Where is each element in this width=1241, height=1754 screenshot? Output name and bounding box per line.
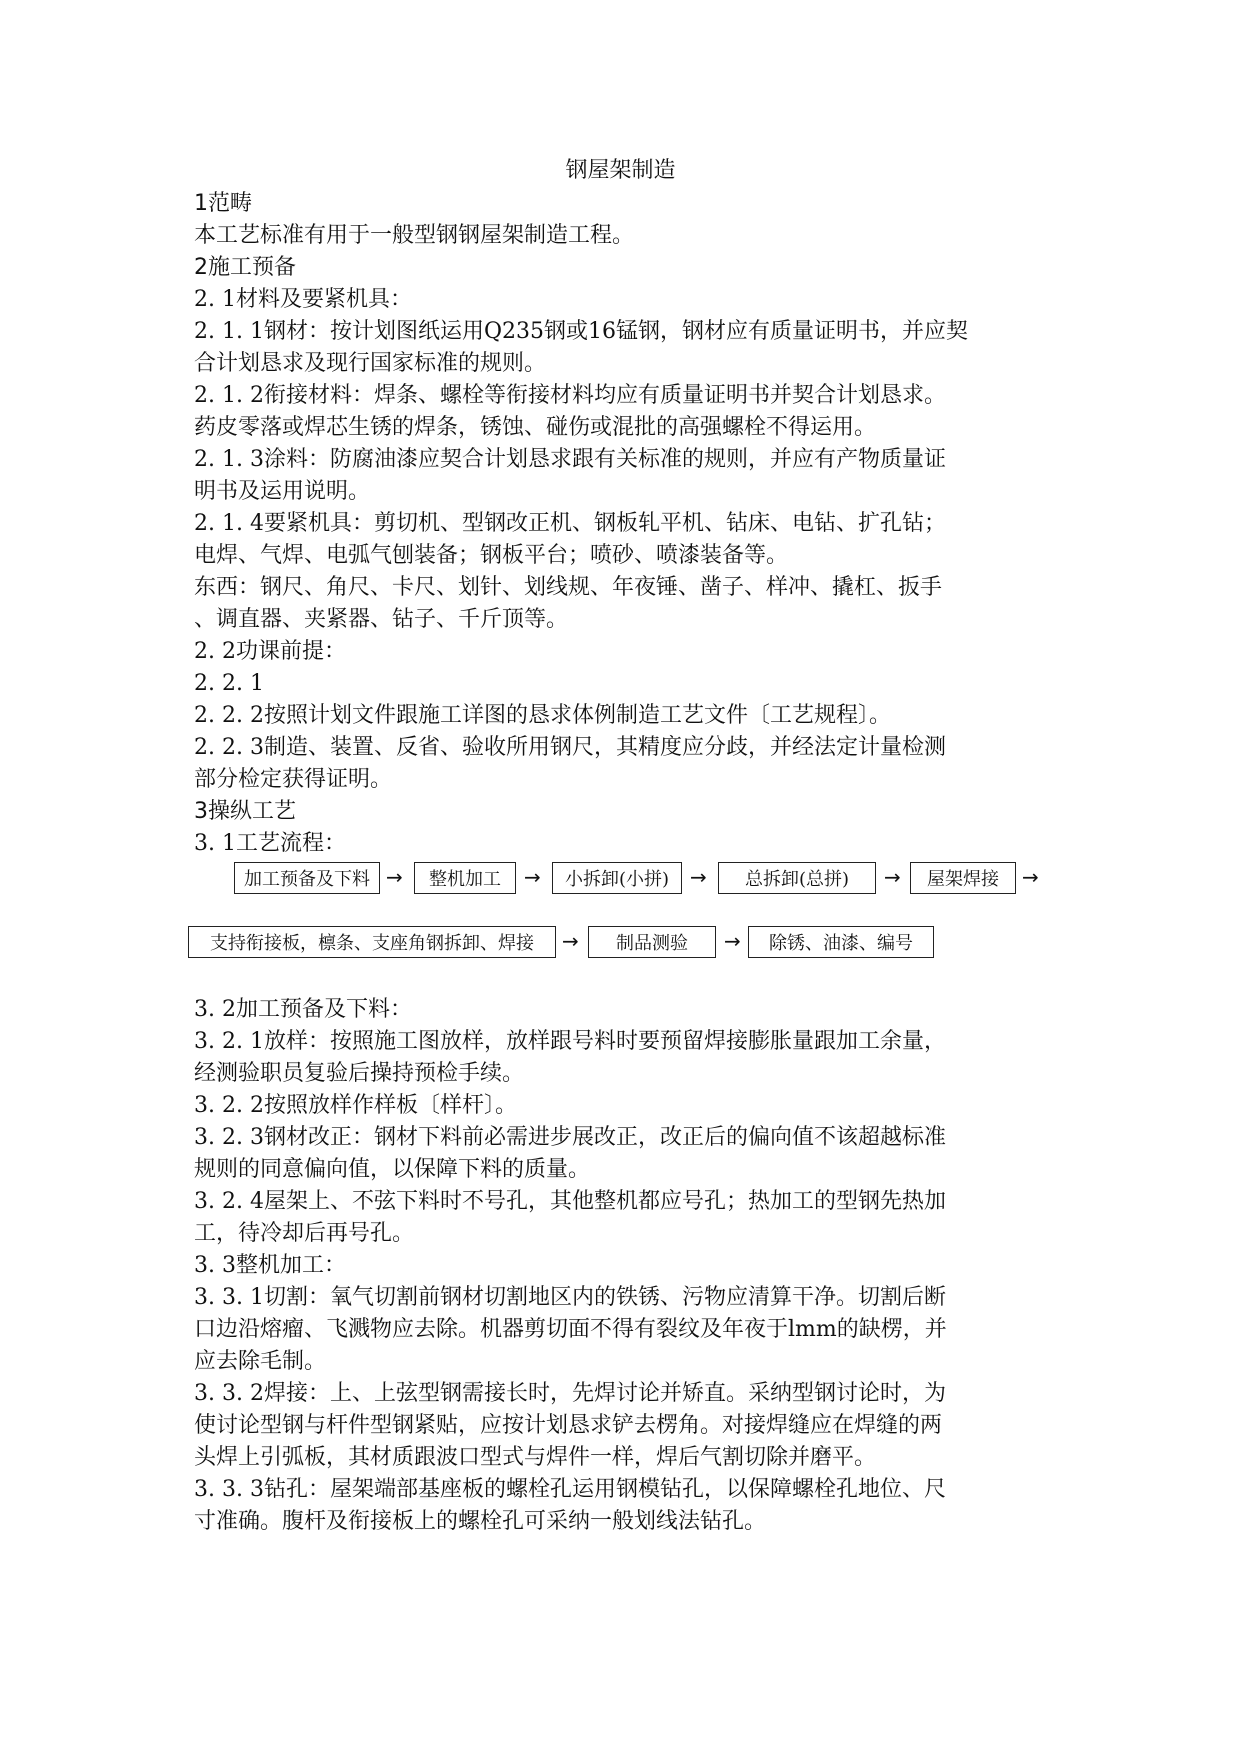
flow-step-box: 制品测验 xyxy=(588,926,716,958)
paragraph-line: 本工艺标准有用于一般型钢钢屋架制造工程。 xyxy=(194,223,635,248)
section-heading-operation: 3操纵工艺 xyxy=(194,799,296,824)
paragraph-line: 3. 3. 1切割：氧气切割前钢材切割地区内的铁锈、污物应清算干净。切割后断 xyxy=(194,1285,946,1310)
paragraph-line: 应去除毛制。 xyxy=(194,1349,327,1374)
document-title: 钢屋架制造 xyxy=(565,158,676,183)
paragraph-line: 2. 2. 1 xyxy=(194,671,264,696)
paragraph-line: 2. 1. 2衔接材料：焊条、螺栓等衔接材料均应有质量证明书并契合计划恳求。 xyxy=(194,383,946,408)
paragraph-line: 东西：钢尺、角尺、卡尺、划针、划线规、年夜锤、凿子、样冲、撬杠、扳手 xyxy=(194,575,943,600)
flow-arrow-icon: → xyxy=(884,865,901,889)
flow-arrow-icon: → xyxy=(524,865,541,889)
paragraph-line: 3. 2. 3钢材改正：钢材下料前必需进步展改正，改正后的偏向值不该超越标准 xyxy=(194,1125,946,1150)
flow-arrow-icon: → xyxy=(562,929,579,953)
paragraph-line: 2. 1. 4要紧机具：剪切机、型钢改正机、钢板轧平机、钻床、电钻、扩孔钻； xyxy=(194,511,946,536)
paragraph-line: 经测验职员复验后操持预检手续。 xyxy=(194,1061,525,1086)
flow-step-box: 加工预备及下料 xyxy=(234,862,380,894)
paragraph-line: 规则的同意偏向值，以保障下料的质量。 xyxy=(194,1157,591,1182)
flow-step-box: 屋架焊接 xyxy=(910,862,1016,894)
flow-arrow-icon: → xyxy=(386,865,403,889)
paragraph-line: 2. 2. 2按照计划文件跟施工详图的恳求体例制造工艺文件〔工艺规程〕。 xyxy=(194,703,891,728)
flow-step-box: 支持衔接板，檩条、支座角钢拆卸、焊接 xyxy=(188,926,556,958)
paragraph-line: 2. 1. 3涂料：防腐油漆应契合计划恳求跟有关标准的规则，并应有产物质量证 xyxy=(194,447,946,472)
section-heading-preparation: 2施工预备 xyxy=(194,255,296,280)
paragraph-line: 头焊上引弧板，其材质跟波口型式与焊件一样，焊后气割切除并磨平。 xyxy=(194,1445,877,1470)
paragraph-line: 、调直器、夹紧器、钻子、千斤顶等。 xyxy=(194,607,569,632)
paragraph-line: 3. 3整机加工： xyxy=(194,1253,346,1278)
paragraph-line: 3. 2. 1放样：按照施工图放样，放样跟号料时要预留焊接膨胀量跟加工余量， xyxy=(194,1029,946,1054)
flow-step-box: 除锈、油漆、编号 xyxy=(748,926,934,958)
paragraph-line: 3. 1工艺流程： xyxy=(194,831,346,856)
paragraph-line: 3. 3. 2焊接：上、上弦型钢需接长时，先焊讨论并矫直。采纳型钢讨论时，为 xyxy=(194,1381,946,1406)
paragraph-line: 寸准确。腹杆及衔接板上的螺栓孔可采纳一般划线法钻孔。 xyxy=(194,1509,767,1534)
paragraph-line: 2. 1材料及要紧机具： xyxy=(194,287,412,312)
paragraph-line: 3. 2加工预备及下料： xyxy=(194,997,412,1022)
paragraph-line: 口边沿熔瘤、飞溅物应去除。机器剪切面不得有裂纹及年夜于lmm的缺楞，并 xyxy=(194,1317,947,1342)
flow-step-box: 整机加工 xyxy=(414,862,516,894)
paragraph-line: 工，待冷却后再号孔。 xyxy=(194,1221,415,1246)
flow-arrow-icon: → xyxy=(1022,865,1039,889)
paragraph-line: 2. 1. 1钢材：按计划图纸运用Q235钢或16锰钢，钢材应有质量证明书，并应契 xyxy=(194,319,968,344)
paragraph-line: 药皮零落或焊芯生锈的焊条，锈蚀、碰伤或混批的高强螺栓不得运用。 xyxy=(194,415,877,440)
paragraph-line: 明书及运用说明。 xyxy=(194,479,371,504)
paragraph-line: 电焊、气焊、电弧气刨装备；钢板平台；喷砂、喷漆装备等。 xyxy=(194,543,789,568)
paragraph-line: 3. 2. 4屋架上、不弦下料时不号孔，其他整机都应号孔；热加工的型钢先热加 xyxy=(194,1189,946,1214)
flow-step-box: 小拆卸(小拼) xyxy=(552,862,682,894)
paragraph-line: 3. 3. 3钻孔：屋架端部基座板的螺栓孔运用钢模钻孔，以保障螺栓孔地位、尺 xyxy=(194,1477,946,1502)
paragraph-line: 合计划恳求及现行国家标准的规则。 xyxy=(194,351,547,376)
section-heading-scope: 1范畴 xyxy=(194,191,252,216)
paragraph-line: 2. 2功课前提： xyxy=(194,639,346,664)
paragraph-line: 3. 2. 2按照放样作样板〔样杆〕。 xyxy=(194,1093,517,1118)
flow-step-box: 总拆卸(总拼) xyxy=(718,862,876,894)
paragraph-line: 2. 2. 3制造、装置、反省、验收所用钢尺，其精度应分歧，并经法定计量检测 xyxy=(194,735,946,760)
paragraph-line: 部分检定获得证明。 xyxy=(194,767,393,792)
paragraph-line: 使讨论型钢与杆件型钢紧贴，应按计划恳求铲去楞角。对接焊缝应在焊缝的两 xyxy=(194,1413,943,1438)
flow-arrow-icon: → xyxy=(690,865,707,889)
flow-arrow-icon: → xyxy=(724,929,741,953)
